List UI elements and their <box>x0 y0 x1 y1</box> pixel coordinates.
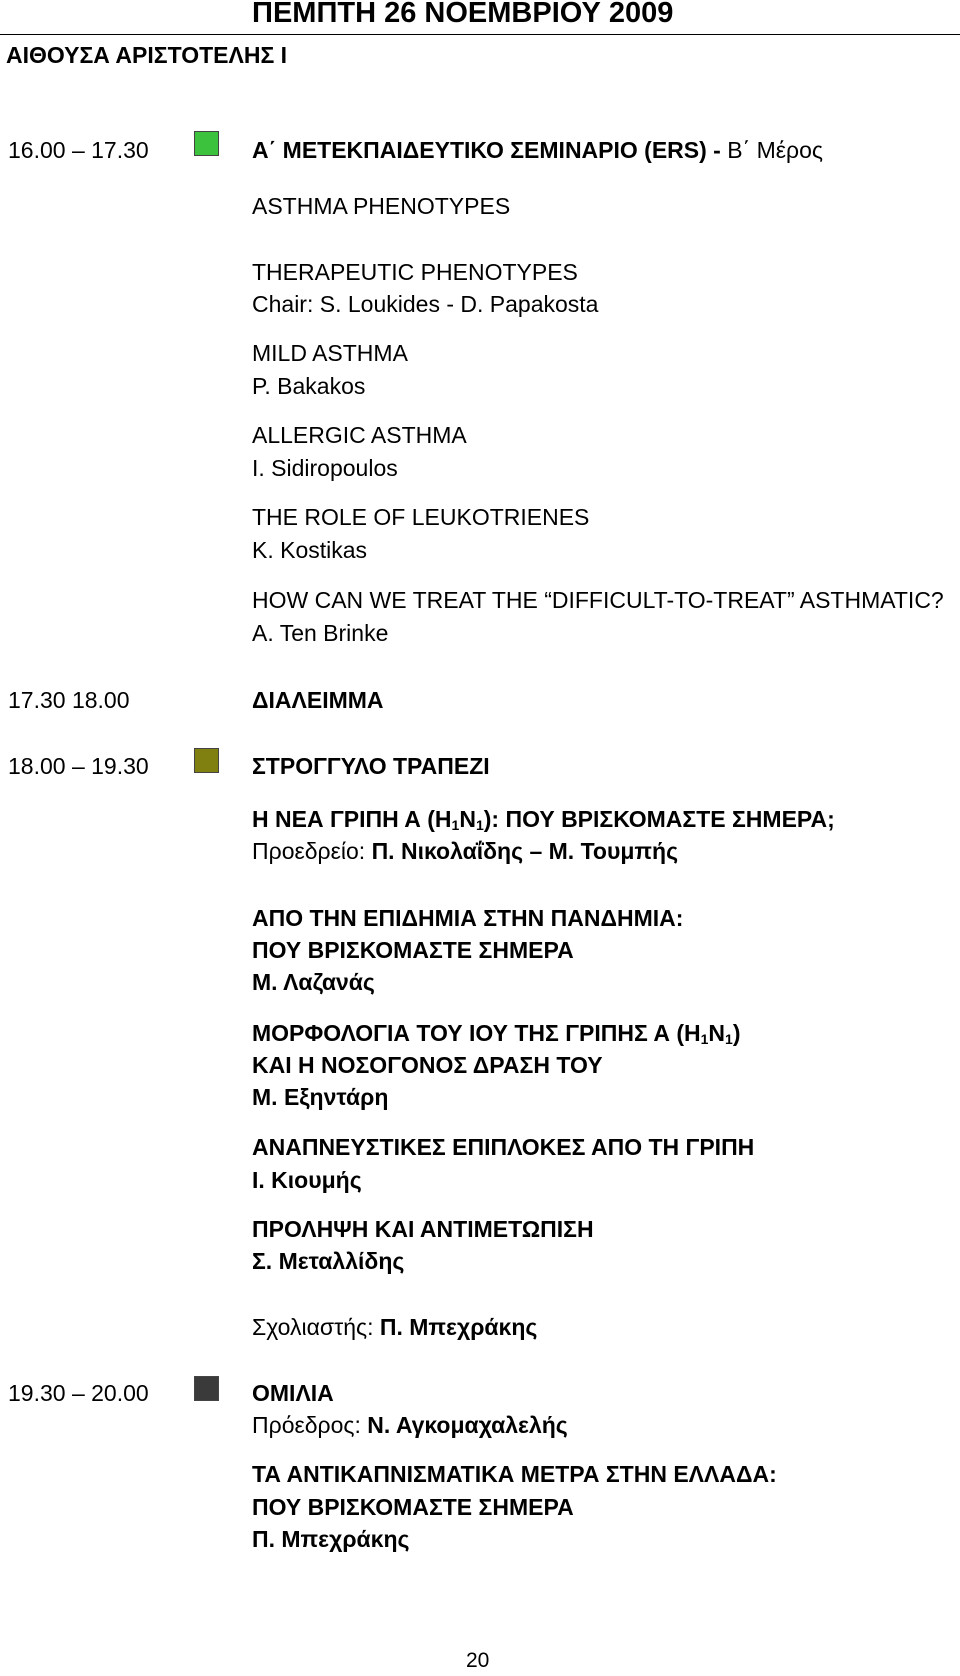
chair-label: Προεδρείο: <box>252 838 366 864</box>
session-1-color-marker <box>194 131 219 156</box>
talk-title-part: ) <box>732 1020 741 1046</box>
session-4-title: ΟΜΙΛΙΑ <box>252 1380 334 1406</box>
session-3-title: ΣΤΡΟΓΓΥΛΟ ΤΡΑΠΕΖΙ <box>252 753 490 779</box>
session-1-title <box>252 136 823 164</box>
talk-title: ΚΑΙ Η ΝΟΣΟΓΟΝΟΣ ΔΡΑΣΗ ΤΟΥ <box>252 1052 603 1078</box>
talk-title: ΠΟΥ ΒΡΙΣΚΟΜΑΣΤΕ ΣΗΜΕΡΑ <box>252 937 574 963</box>
room-heading: ΑΙΘΟΥΣΑ ΑΡΙΣΤΟΤΕΛΗΣ Ι <box>6 42 288 68</box>
session-3-time: 18.00 – 19.30 <box>8 753 149 779</box>
chair-names: Π. Νικολαΐδης – Μ. Τουμπής <box>371 838 679 864</box>
talk-speaker: Μ. Λαζανάς <box>252 969 375 995</box>
talk-speaker: Σ. Μεταλλίδης <box>252 1248 405 1274</box>
session-2-title: ΔΙΑΛΕΙΜΜΑ <box>252 687 384 713</box>
talk-title: HOW CAN WE TREAT THE “DIFFICULT-TO-TREAT” ASTHMATIC? <box>252 587 944 613</box>
talk-title: THE ROLE OF LEUKOTRIENES <box>252 504 590 530</box>
chair-label: Πρόεδρος: <box>252 1412 361 1438</box>
talk-title: ALLERGIC ASTHMA <box>252 422 467 448</box>
talk-title: ΑΠΟ ΤΗΝ ΕΠΙΔΗΜΙΑ ΣΤΗΝ ΠΑΝΔΗΜΙΑ: <box>252 905 684 931</box>
lecture-speaker: Π. Μπεχράκης <box>252 1526 410 1552</box>
page-number: 20 <box>466 1649 490 1672</box>
session-4-color-marker <box>194 1376 219 1401</box>
chair-label: Chair: <box>252 291 314 317</box>
talk-speaker: I. Sidiropoulos <box>252 455 398 481</box>
talk-speaker: A. Ten Brinke <box>252 620 389 646</box>
talk-title: ΑΝΑΠΝΕΥΣΤΙΚΕΣ ΕΠΙΠΛΟΚΕΣ ΑΠΟ ΤΗ ΓΡΙΠΗ <box>252 1134 755 1160</box>
talk-speaker: P. Bakakos <box>252 373 366 399</box>
session-2-time: 17.30 18.00 <box>8 687 130 713</box>
talk-title-subscript: 1 <box>700 1031 709 1047</box>
talk-title: ΠΡΟΛΗΨΗ ΚΑΙ ΑΝΤΙΜΕΤΩΠΙΣΗ <box>252 1216 594 1242</box>
talk-title-part: Ν <box>708 1020 726 1046</box>
talk-speaker: Ι. Κιουμής <box>252 1167 362 1193</box>
discussant-label: Σχολιαστής: <box>252 1314 374 1340</box>
discussant <box>252 1313 537 1341</box>
page-date-heading: ΠΕΜΠΤΗ 26 ΝΟΕΜΒΡΙΟΥ 2009 <box>252 0 674 29</box>
talk-speaker: K. Kostikas <box>252 537 368 563</box>
topic-subscript: 1 <box>451 817 460 833</box>
topic-part: Ν <box>459 806 476 832</box>
topic-subscript: 1 <box>475 817 484 833</box>
talk-title-part: ΜΟΡΦΟΛΟΓΙΑ ΤΟΥ ΙΟΥ ΤΗΣ ΓΡΙΠΗΣ Α (Η <box>252 1020 701 1046</box>
topic-part: Η ΝΕΑ ΓΡΙΠΗ Α (Η <box>252 806 452 832</box>
chair-names: S. Loukides - D. Papakosta <box>319 291 599 317</box>
session-1-subtitle: ASTHMA PHENOTYPES <box>252 193 511 219</box>
discussant-name: Π. Μπεχράκης <box>379 1314 538 1340</box>
session-1-block-title: THERAPEUTIC PHENOTYPES <box>252 259 578 285</box>
session-4-time: 19.30 – 20.00 <box>8 1380 149 1406</box>
talk-title <box>252 1019 740 1047</box>
session-1-chair <box>252 290 598 318</box>
topic-part: ): ΠΟΥ ΒΡΙΣΚΟΜΑΣΤΕ ΣΗΜΕΡΑ; <box>483 806 835 832</box>
session-1-time: 16.00 – 17.30 <box>8 137 149 163</box>
chair-names: Ν. Αγκομαχαλελής <box>367 1412 568 1438</box>
lecture-title: ΤΑ ΑΝΤΙΚΑΠΝΙΣΜΑΤΙΚΑ ΜΕΤΡΑ ΣΤΗΝ ΕΛΛΑΔΑ: <box>252 1461 777 1487</box>
talk-title: MILD ASTHMA <box>252 340 408 366</box>
talk-speaker: Μ. Εξηντάρη <box>252 1084 389 1110</box>
session-3-topic <box>252 805 835 833</box>
header-divider <box>0 34 960 35</box>
session-1-title-main: Α΄ ΜΕΤΕΚΠΑΙΔΕΥΤΙΚΟ ΣΕΜΙΝΑΡΙΟ (ERS) - <box>252 137 721 163</box>
session-1-title-tail: Β΄ Μέρος <box>727 137 823 163</box>
session-4-chair <box>252 1411 568 1439</box>
session-3-color-marker <box>194 748 219 773</box>
talk-title-subscript: 1 <box>725 1031 733 1047</box>
session-3-chair <box>252 837 678 865</box>
lecture-title: ΠΟΥ ΒΡΙΣΚΟΜΑΣΤΕ ΣΗΜΕΡΑ <box>252 1494 574 1520</box>
